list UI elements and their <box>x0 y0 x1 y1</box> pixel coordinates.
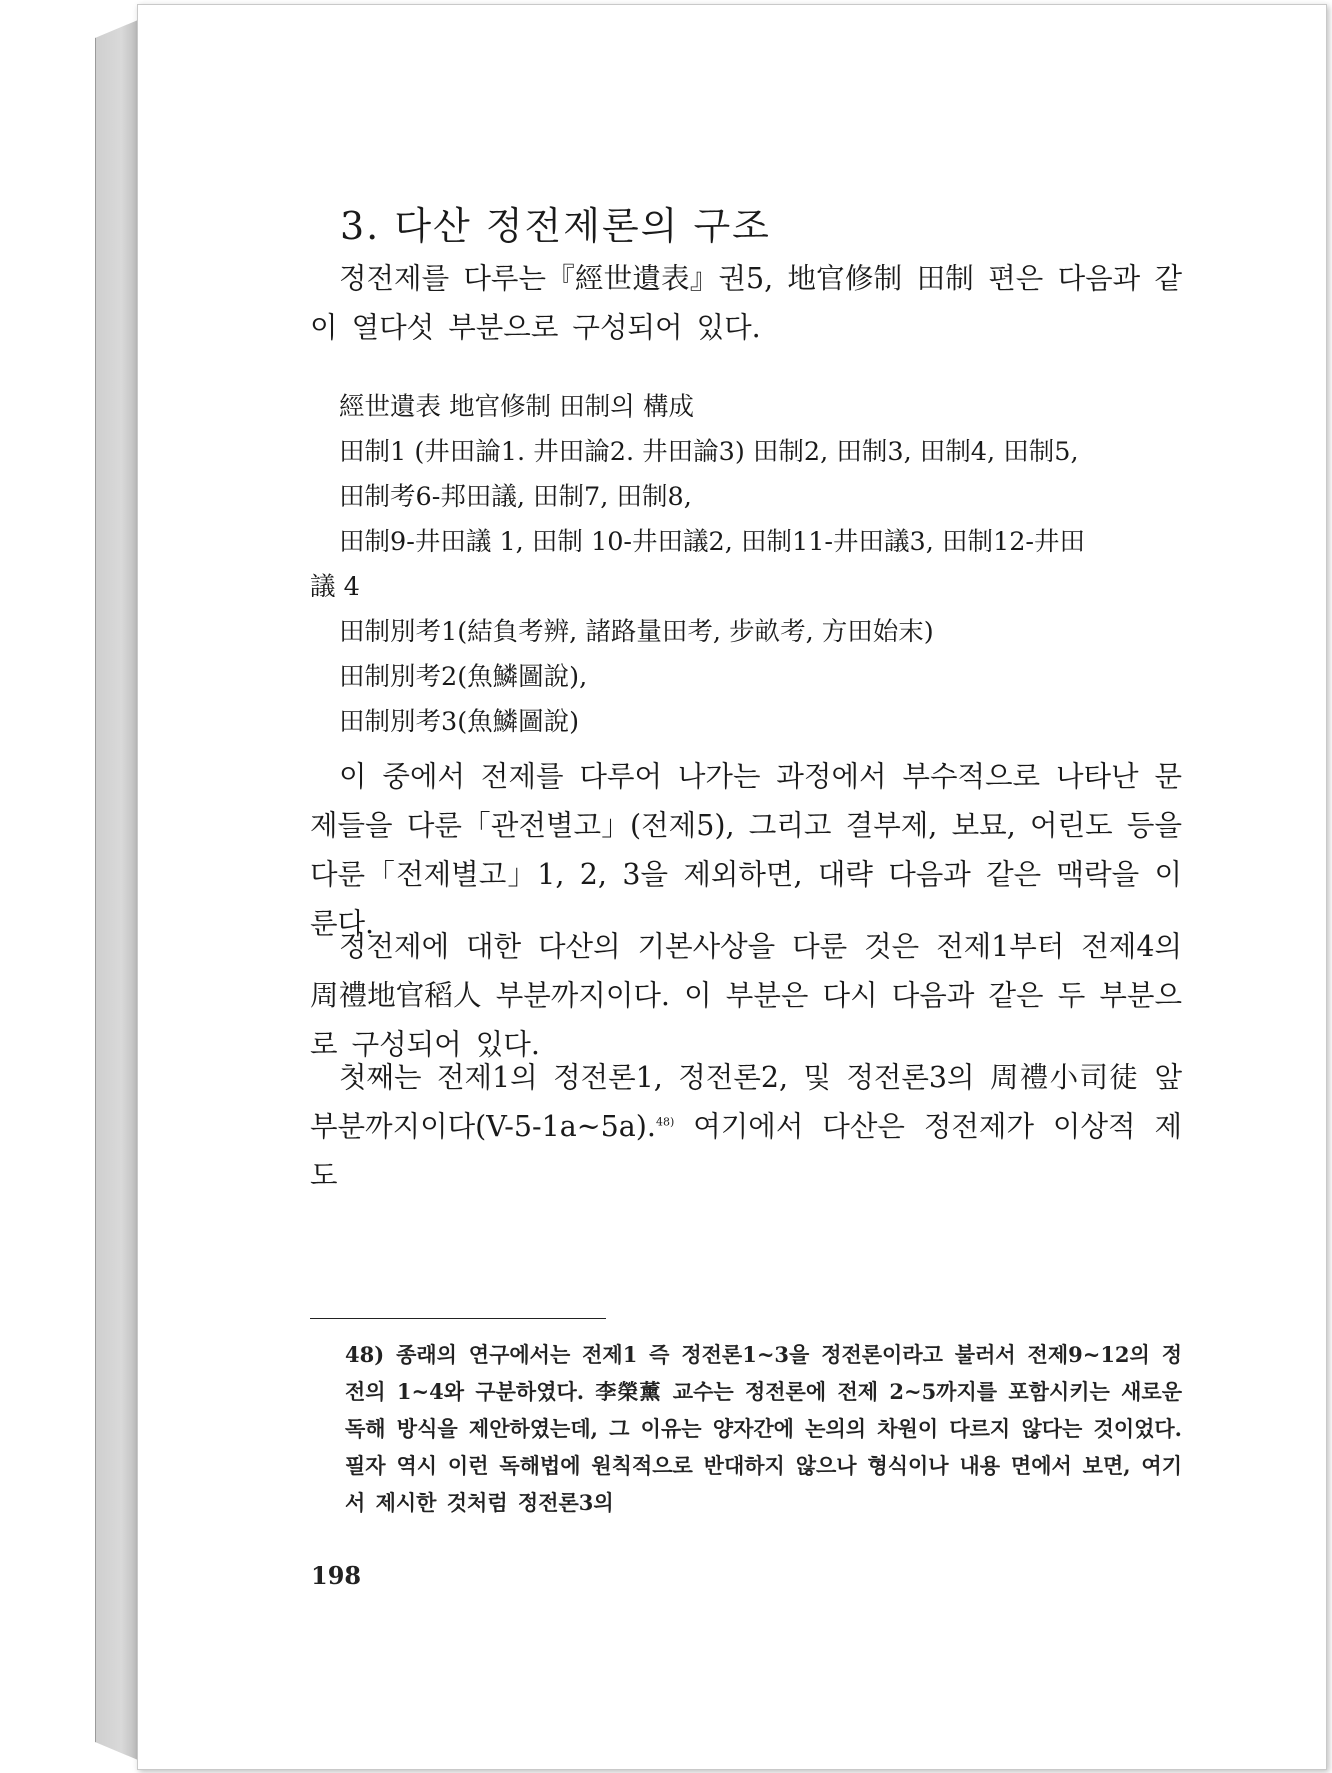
structure-line: 田制別考2(魚鱗圖說), <box>339 662 588 692</box>
book-spine <box>95 20 138 1760</box>
structure-line: 田制9-井田議 1, 田制 10-井田議2, 田制11-井田議3, 田制12-井田 <box>339 527 1086 557</box>
structure-line: 田制別考3(魚鱗圖說) <box>339 707 580 737</box>
body-paragraph: 정전제에 대한 다산의 기본사상을 다룬 것은 전제1부터 전제4의 周禮地官稻人 부분까지이다. 이 부분은 다시 다음과 같은 두 부분으로 구성되어 있다. <box>310 930 1182 1061</box>
structure-list <box>310 385 1182 745</box>
paragraph-text: 여기에서 다산은 정전제가 이상적 제도 <box>310 1110 1182 1192</box>
body-paragraph <box>310 1053 1182 1200</box>
structure-title: 經世遺表 地官修制 田制의 構成 <box>339 392 694 422</box>
footnote <box>345 1336 1182 1521</box>
footnote-divider <box>310 1318 606 1319</box>
structure-line: 田制考6-邦田議, 田制7, 田制8, <box>339 482 692 512</box>
paragraph-text: 첫째는 전제1의 정전론1, 정전론2, 및 정전론3의 周禮小司徒 앞부분까지이다(V-5-1a~5a). <box>310 1061 1182 1143</box>
intro-paragraph: 정전제를 다루는『經世遺表』권5, 地官修制 田制 편은 다음과 같이 열다섯 부분으로 구성되어 있다. <box>310 262 1182 344</box>
footnote-reference[interactable]: 48) <box>655 1115 675 1129</box>
page-number: 198 <box>311 1561 362 1590</box>
structure-line: 議 4 <box>310 572 360 602</box>
footnote-text: 종래의 연구에서는 전제1 즉 정전론1~3을 정전론이라고 불러서 전제9~12의 정전의 1~4와 구분하였다. 李榮薰 교수는 정전론에 전제 2~5까지를 포함시키는 새로운 독해 방식을 제안하였는데, 그 이유는 양자간에 논의의 차원이 다르지 않다는 것이었다. 필자 역시 이런 독해법에 원칙적으로 반대하지 않으나 형식이나 내용 면에서 보면, 여기서 제시한 것처럼 정전론3의 <box>345 1342 1183 1515</box>
body-paragraph: 이 중에서 전제를 다루어 나가는 과정에서 부수적으로 나타난 문제들을 다룬「관전별고」(전제5), 그리고 결부제, 보묘, 어린도 등을 다룬「전제별고」1, 2, 3을 제외하면, 대략 다음과 같은 맥락을 이룬다. <box>310 760 1182 940</box>
structure-line: 田制1 (井田論1. 井田論2. 井田論3) 田制2, 田制3, 田制4, 田制5, <box>339 437 1079 467</box>
section-heading: 3. 다산 정전제론의 구조 <box>340 204 771 248</box>
footnote-number: 48) <box>345 1342 385 1367</box>
structure-line: 田制別考1(結負考辨, 諸路量田考, 步畝考, 方田始末) <box>339 617 934 647</box>
